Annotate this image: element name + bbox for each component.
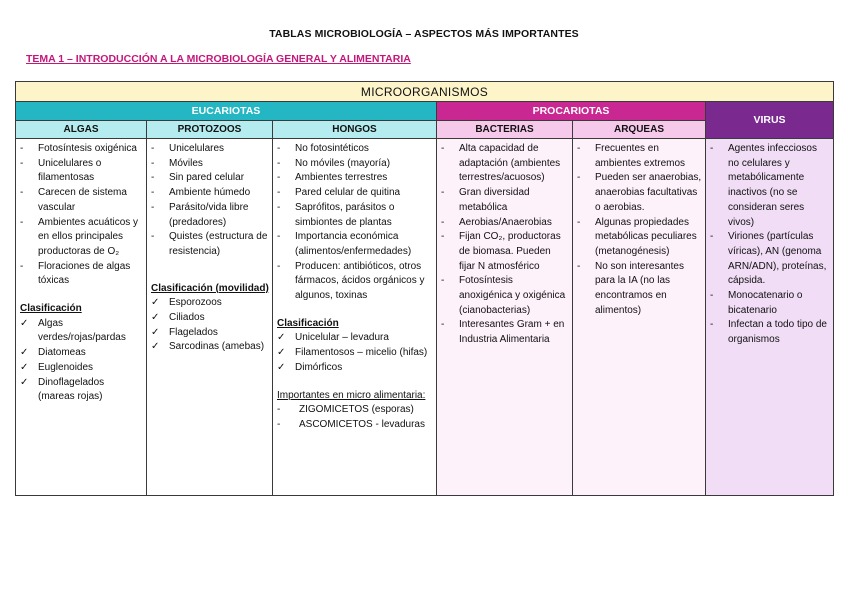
list-item: - Pueden ser anaerobias, anaerobias facultativas o aerobias. xyxy=(577,172,702,213)
eucariotas-header: EUCARIOTAS xyxy=(16,102,437,121)
list-item: - Saprófitos, parásitos o simbiontes de plantas xyxy=(277,201,395,228)
list-item: - Quistes (estructura de resistencia) xyxy=(151,231,268,257)
list-item: - Interesantes Gram + en Industria Alimentaria xyxy=(441,319,565,346)
list-item: - Gran diversidad metabólica xyxy=(441,187,530,213)
algas-characteristics xyxy=(20,142,143,289)
list-item: - Ambiente húmedo xyxy=(151,187,251,199)
algas-cell xyxy=(16,139,147,496)
list-item: - ASCOMICETOS - levaduras xyxy=(277,418,425,430)
list-item: - Alta capacidad de adaptación (ambientes terrestres/acuosos) xyxy=(441,143,561,184)
protozoos-header: PROTOZOOS xyxy=(147,121,273,139)
list-item: - Viriones (partículas víricas), AN (genoma ARN/ADN), proteínas, cápsida. xyxy=(710,231,827,287)
list-item: - Infectan a todo tipo de organismos xyxy=(710,319,827,346)
arqueas-header: ARQUEAS xyxy=(573,121,706,139)
bacterias-cell xyxy=(437,139,573,496)
algas-classification xyxy=(20,317,143,405)
bacterias-header: BACTERIAS xyxy=(437,121,573,139)
check-icon: ✓ xyxy=(277,332,286,344)
virus-header: VIRUS xyxy=(706,102,834,139)
list-item: ✓ Diatomeas xyxy=(20,346,143,361)
hongos-header: HONGOS xyxy=(273,121,437,139)
list-item: - Fotosíntesis anoxigénica y oxigénica (cianobacterias) xyxy=(441,275,566,316)
list-item: ✓ Dinoflagelados (mareas rojas) xyxy=(20,376,105,403)
hongos-cell xyxy=(273,139,437,496)
list-item: - Aerobias/Anaerobias xyxy=(441,216,552,228)
list-item: - Pared celular de quitina xyxy=(277,187,401,199)
list-item: ✓ Sarcodinas (amebas) xyxy=(151,340,269,355)
hongos-classification xyxy=(277,331,433,375)
microorganisms-header: MICROORGANISMOS xyxy=(16,82,834,102)
algas-classification-title: Clasificación xyxy=(20,303,82,315)
list-item: - ZIGOMICETOS (esporas) xyxy=(277,404,414,416)
bacterias-characteristics xyxy=(441,142,569,348)
document-title: TABLAS MICROBIOLOGÍA – ASPECTOS MÁS IMPORTANTES xyxy=(269,28,579,40)
list-item: - Móviles xyxy=(151,157,203,169)
hongos-classification-title: Clasificación xyxy=(277,317,339,329)
hongos-characteristics xyxy=(277,142,433,304)
protozoos-cell xyxy=(147,139,273,496)
list-item: ✓ Esporozoos xyxy=(151,296,269,311)
list-item: ✓ Ciliados xyxy=(151,311,269,326)
list-item: ✓ Algas verdes/rojas/pardas xyxy=(20,317,126,344)
list-item: - Sin pared celular xyxy=(151,172,245,184)
hongos-important-title: Importantes en micro alimentaria: xyxy=(277,389,426,401)
list-item: - Producen: antibióticos, otros fármacos, ácidos orgánicos y algunos, toxinas xyxy=(277,260,425,302)
list-item: - Unicelulares xyxy=(151,143,225,154)
protozoos-classification xyxy=(151,296,269,355)
check-icon: ✓ xyxy=(151,341,160,353)
virus-cell xyxy=(706,139,834,496)
list-item: - Agentes infecciosos no celulares y metabólicamente inactivos (no se consideran seres vivos) xyxy=(710,143,817,228)
algas-header: ALGAS xyxy=(16,121,147,139)
list-item: - Ambientes acuáticos y en ellos principales productoras de O₂ xyxy=(20,216,139,257)
list-item: ✓ Filamentosos – micelio (hifas) xyxy=(277,346,433,361)
list-item: - Algunas propiedades metabólicas peculiares (metanogénesis) xyxy=(577,216,697,257)
microorganisms-table xyxy=(15,81,834,496)
protozoos-classification-title: Clasificación (movilidad) xyxy=(151,282,269,294)
protozoos-characteristics xyxy=(151,142,269,260)
check-icon: ✓ xyxy=(151,326,160,338)
arqueas-cell xyxy=(573,139,706,496)
list-item: - Frecuentes en ambientes extremos xyxy=(577,143,686,169)
list-item: - No fotosintéticos xyxy=(277,143,369,154)
check-icon: ✓ xyxy=(20,347,29,359)
list-item: - Carecen de sistema vascular xyxy=(20,187,127,213)
topic-subtitle: TEMA 1 – INTRODUCCIÓN A LA MICROBIOLOGÍA GENERAL Y ALIMENTARIA xyxy=(26,53,411,65)
list-item: - No móviles (mayoría) xyxy=(277,157,391,169)
check-icon: ✓ xyxy=(151,297,160,309)
check-icon: ✓ xyxy=(277,361,286,373)
list-item: - Fotosíntesis oxigénica xyxy=(20,143,137,154)
check-icon: ✓ xyxy=(20,376,29,388)
hongos-important-list xyxy=(277,403,433,432)
list-item: - Fijan CO₂, productoras de biomasa. Pueden fijar N atmosférico xyxy=(441,231,561,272)
list-item: ✓ Unicelular – levadura xyxy=(277,331,433,346)
list-item: - No son interesantes para la IA (no las encontramos en alimentos) xyxy=(577,260,684,316)
check-icon: ✓ xyxy=(20,361,29,373)
check-icon: ✓ xyxy=(151,312,160,324)
list-item: - Floraciones de algas tóxicas xyxy=(20,260,131,287)
list-item: ✓ Dimórficos xyxy=(277,361,433,376)
arqueas-characteristics xyxy=(577,142,702,318)
list-item: ✓ Flagelados xyxy=(151,326,269,341)
virus-characteristics xyxy=(710,142,830,348)
list-item: ✓ Euglenoides xyxy=(20,361,143,376)
list-item: - Monocatenario o bicatenario xyxy=(710,290,803,316)
list-item: - Unicelulares o filamentosas xyxy=(20,157,102,184)
list-item: - Ambientes terrestres xyxy=(277,172,388,184)
list-item: - Parásito/vida libre (predadores) xyxy=(151,201,249,228)
procariotas-header: PROCARIOTAS xyxy=(437,102,706,121)
check-icon: ✓ xyxy=(20,317,29,329)
list-item: - Importancia económica (alimentos/enfermedades) xyxy=(277,231,412,257)
check-icon: ✓ xyxy=(277,347,286,359)
